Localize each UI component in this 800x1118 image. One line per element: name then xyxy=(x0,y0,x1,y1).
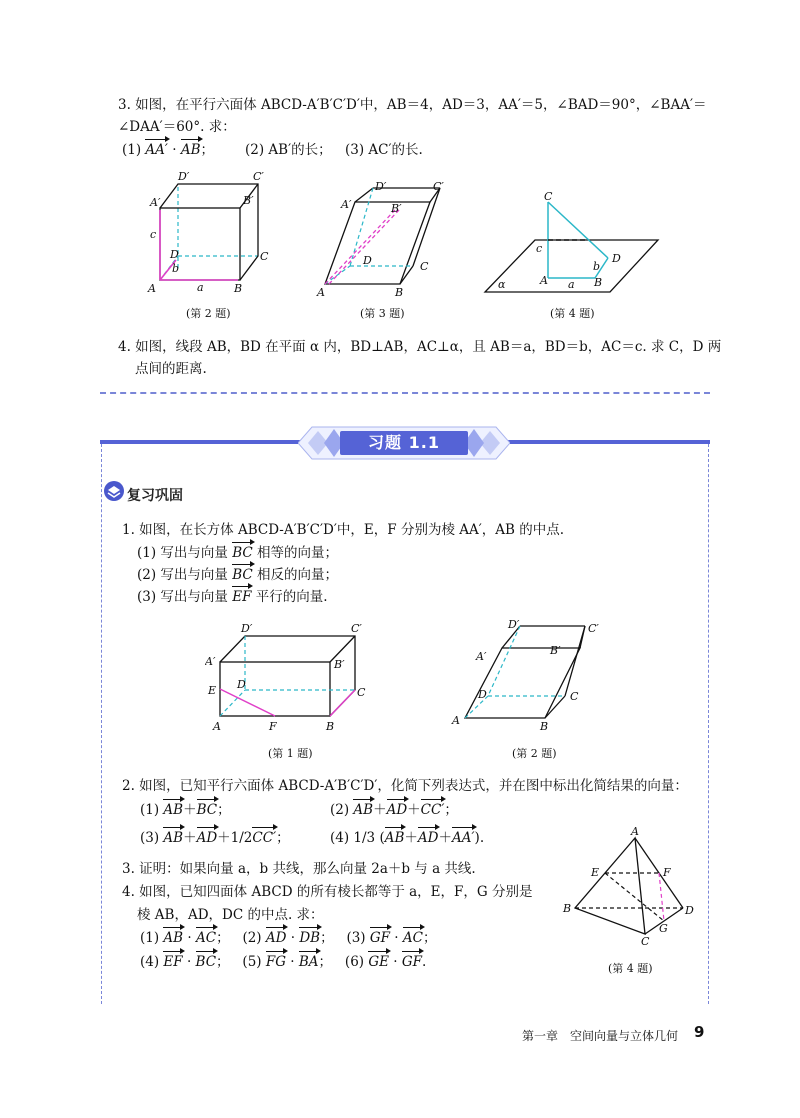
svg-text:E: E xyxy=(208,684,217,697)
svg-text:C′: C′ xyxy=(588,622,599,635)
svg-text:B: B xyxy=(594,276,603,289)
q4-line1: 4. 如图，线段 AB，BD 在平面 α 内，BD⊥AB，AC⊥α，且 AB＝a，BD＝b，AC＝c. 求 C，D 两 xyxy=(118,339,722,355)
svg-text:A′: A′ xyxy=(476,650,487,663)
svg-text:B: B xyxy=(563,902,572,915)
svg-text:α: α xyxy=(498,278,506,291)
q3-sub3: (3) AC′的长. xyxy=(345,142,423,158)
svg-text:E: E xyxy=(591,866,600,879)
ex2-part1: (1) AB＋BC； xyxy=(140,802,231,818)
figure-top-4 xyxy=(480,190,660,300)
svg-text:A: A xyxy=(148,282,156,295)
svg-text:D: D xyxy=(170,248,179,261)
ex2-part3: (3) AB＋AD＋1/2CC′； xyxy=(140,830,290,846)
svg-text:A′: A′ xyxy=(205,655,216,668)
svg-text:C: C xyxy=(570,690,579,703)
svg-text:D: D xyxy=(612,252,621,265)
svg-text:C: C xyxy=(641,935,650,946)
caption-ex-2: (第 2 题) xyxy=(512,747,557,760)
svg-text:C: C xyxy=(544,190,553,203)
figure-top-2 xyxy=(140,168,280,298)
svg-text:D: D xyxy=(478,688,487,701)
ex4-row1: (1) AB · AC； (2) AD · DB； (3) GF · AC； xyxy=(140,930,437,946)
svg-text:A: A xyxy=(213,720,221,733)
review-section-icon xyxy=(103,480,125,502)
figure-ex-4 xyxy=(555,826,705,946)
svg-text:F: F xyxy=(663,866,671,879)
q3-sub2: (2) AB′的长； xyxy=(245,142,332,158)
exercise-banner-title: 习题 1.1 xyxy=(368,433,440,452)
svg-text:c: c xyxy=(536,242,543,255)
svg-text:B: B xyxy=(540,720,549,733)
footer-chapter: 第一章 空间向量与立体几何 xyxy=(522,1029,679,1043)
caption-ex-4: (第 4 题) xyxy=(608,962,653,975)
svg-text:A′: A′ xyxy=(150,196,161,209)
ex2-part4: (4) 1/3 (AB＋AD＋AA′). xyxy=(330,830,485,846)
svg-text:A: A xyxy=(540,274,548,287)
ex4-line1: 4. 如图，已知四面体 ABCD 的所有棱长都等于 a，E，F，G 分别是 xyxy=(122,884,533,900)
ex3-line1: 3. 证明：如果向量 a，b 共线，那么向量 2a＋b 与 a 共线. xyxy=(122,861,476,877)
ex2-part2: (2) AB＋AD＋CC′； xyxy=(330,802,458,818)
ex1-sub1: (1) 写出与向量 BC 相等的向量； xyxy=(137,545,339,561)
svg-text:c: c xyxy=(150,228,157,241)
svg-text:b: b xyxy=(593,260,601,273)
svg-text:C′: C′ xyxy=(433,180,444,193)
svg-text:B′: B′ xyxy=(334,658,345,671)
svg-text:D′: D′ xyxy=(375,180,387,193)
section-title: 复习巩固 xyxy=(127,488,183,504)
svg-text:b: b xyxy=(172,262,180,275)
svg-text:A: A xyxy=(631,826,639,838)
exercise-frame-right xyxy=(708,444,709,1004)
q3-sub1: (1) AA′ · AB； xyxy=(122,142,215,158)
svg-text:C′: C′ xyxy=(351,622,362,635)
svg-text:B: B xyxy=(395,286,404,299)
page-number: 9 xyxy=(694,1023,705,1041)
svg-text:D′: D′ xyxy=(178,170,190,183)
ex4-line2: 棱 AB，AD，DC 的中点. 求： xyxy=(137,907,324,923)
svg-text:G: G xyxy=(659,922,668,935)
svg-text:D: D xyxy=(237,678,246,691)
svg-text:B′: B′ xyxy=(550,644,561,657)
svg-text:F: F xyxy=(269,720,277,733)
exercise-frame-left xyxy=(101,444,102,1004)
svg-text:a: a xyxy=(197,281,204,294)
svg-text:A′: A′ xyxy=(341,198,352,211)
caption-top-3: (第 3 题) xyxy=(360,307,405,320)
ex1-line1: 1. 如图，在长方体 ABCD-A′B′C′D′中，E，F 分别为棱 AA′，AB 的中点. xyxy=(122,522,565,538)
svg-text:D: D xyxy=(363,254,372,267)
svg-text:C: C xyxy=(260,250,269,263)
caption-top-4: (第 4 题) xyxy=(550,307,595,320)
q3-line2: ∠DAA′＝60°. 求： xyxy=(118,119,236,135)
ex1-sub2: (2) 写出与向量 BC 相反的向量； xyxy=(137,567,339,583)
svg-text:B′: B′ xyxy=(243,194,254,207)
ex2-line1: 2. 如图，已知平行六面体 ABCD-A′B′C′D′，化简下列表达式，并在图中标出化简结果的向量： xyxy=(122,778,688,794)
q3-line1: 3. 如图，在平行六面体 ABCD-A′B′C′D′中，AB＝4，AD＝3，AA′＝5，∠BAD＝90°，∠BAA′＝ xyxy=(118,97,707,113)
svg-text:A: A xyxy=(452,714,460,727)
ex1-sub3: (3) 写出与向量 EF 平行的向量. xyxy=(137,589,328,605)
q4-line2: 点间的距离. xyxy=(135,361,207,377)
ex4-row2: (4) EF · BC； (5) FG · BA； (6) GE · GF. xyxy=(140,954,427,970)
svg-text:B′: B′ xyxy=(391,202,402,215)
figure-top-3 xyxy=(315,180,445,300)
caption-ex-1: (第 1 题) xyxy=(268,747,313,760)
svg-text:D′: D′ xyxy=(241,622,253,635)
figure-ex-1 xyxy=(205,620,375,740)
svg-text:B: B xyxy=(234,282,243,295)
svg-text:B: B xyxy=(326,720,335,733)
svg-text:a: a xyxy=(568,278,575,291)
section-divider xyxy=(100,392,710,394)
svg-text:D′: D′ xyxy=(508,618,520,631)
svg-text:D: D xyxy=(685,904,694,917)
svg-text:C′: C′ xyxy=(253,170,264,183)
figure-ex-2 xyxy=(450,618,610,733)
svg-text:C: C xyxy=(357,686,366,699)
svg-text:C: C xyxy=(420,260,429,273)
caption-top-2: (第 2 题) xyxy=(186,307,231,320)
svg-text:A: A xyxy=(317,286,325,299)
